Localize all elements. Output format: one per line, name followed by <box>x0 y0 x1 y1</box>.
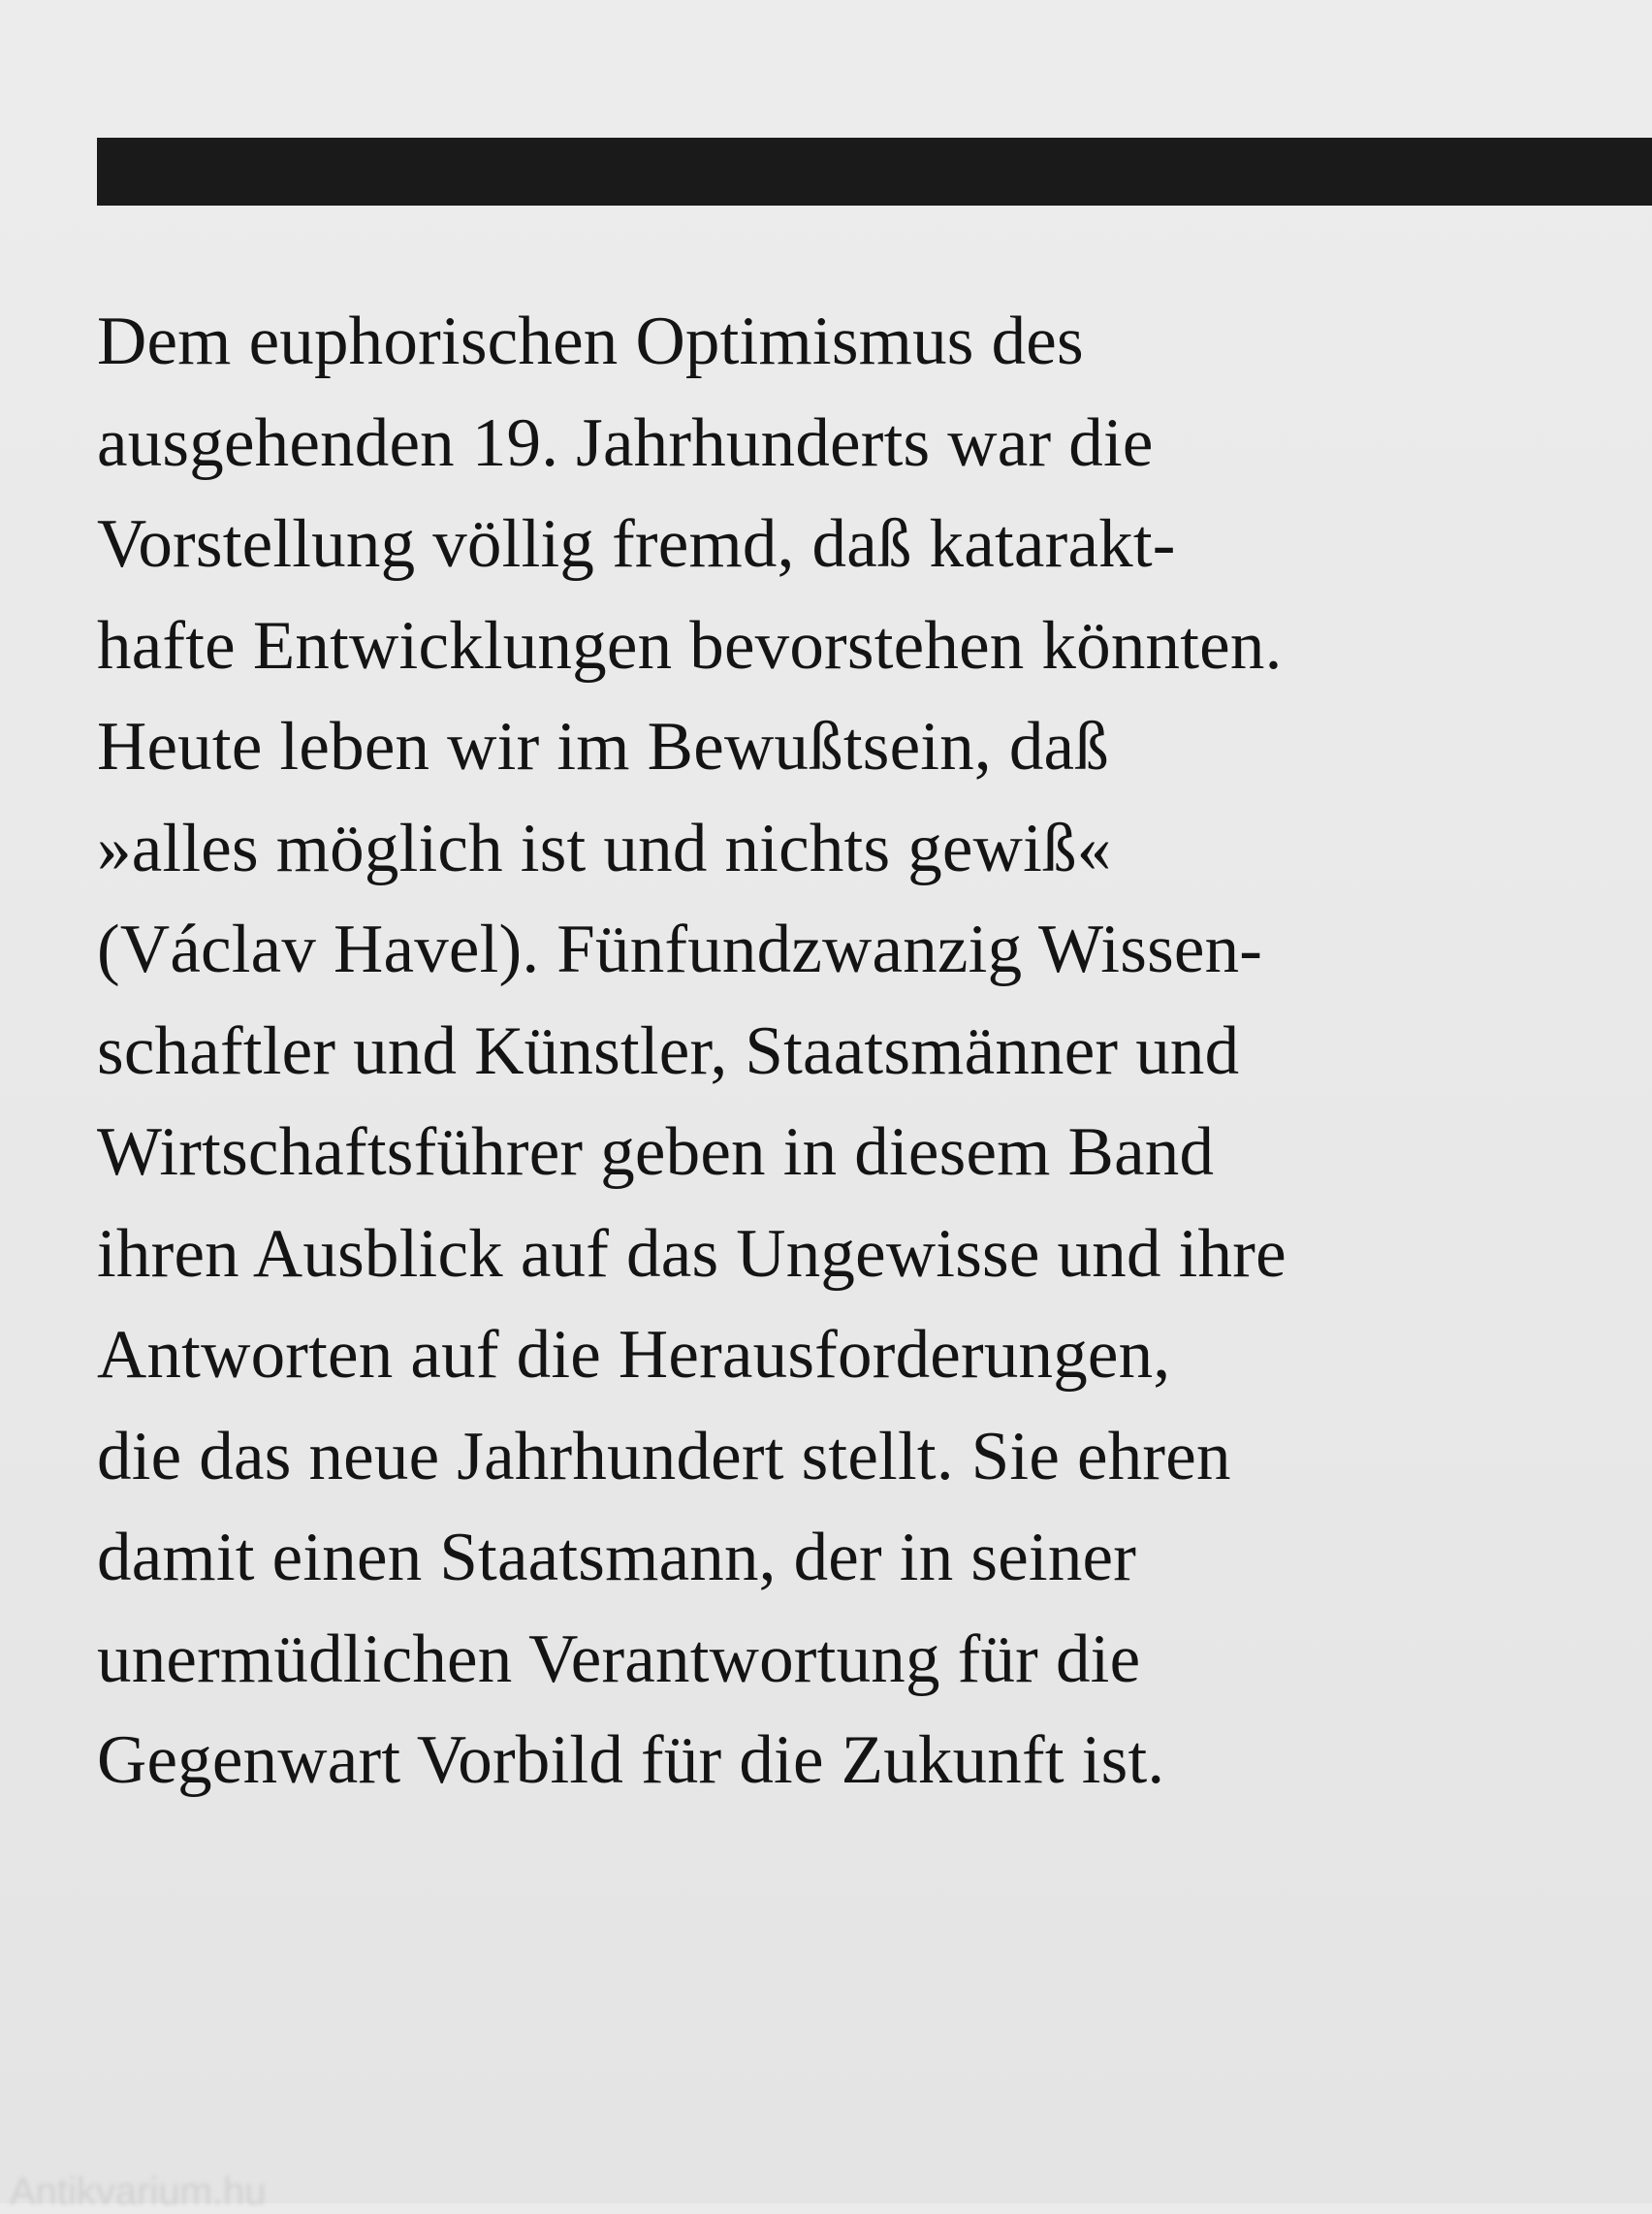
text-line: Wirtschaftsführer geben in diesem Band <box>97 1114 1215 1190</box>
text-line: Heute leben wir im Bewußtsein, daß <box>97 709 1109 785</box>
text-line: Gegenwart Vorbild für die Zukunft ist. <box>97 1722 1165 1798</box>
text-line: hafte Entwicklungen bevorstehen könnten. <box>97 607 1283 684</box>
text-line: Antworten auf die Herausforderungen, <box>97 1317 1171 1393</box>
text-line: die das neue Jahrhundert stellt. Sie ehren <box>97 1418 1231 1494</box>
text-line: (Václav Havel). Fünfundzwanzig Wissen- <box>97 912 1263 987</box>
text-line: ihren Ausblick auf das Ungewisse und ihre <box>97 1215 1287 1292</box>
text-line: ausgehenden 19. Jahrhunderts war die <box>97 404 1154 481</box>
text-line: damit einen Staatsmann, der in seiner <box>97 1520 1137 1595</box>
watermark: Antikvarium.hu <box>10 2170 267 2213</box>
text-line: Dem euphorischen Optimismus des <box>97 304 1084 379</box>
blurb-text <box>97 291 1609 1812</box>
top-black-rule <box>97 138 1652 206</box>
text-line: schaftler und Künstler, Staatsmänner und <box>97 1012 1240 1089</box>
text-line: »alles möglich ist und nichts gewiß« <box>97 810 1112 886</box>
text-line: unermüdlichen Verantwortung für die <box>97 1620 1141 1697</box>
text-line: Vorstellung völlig fremd, daß katarakt- <box>97 506 1176 582</box>
